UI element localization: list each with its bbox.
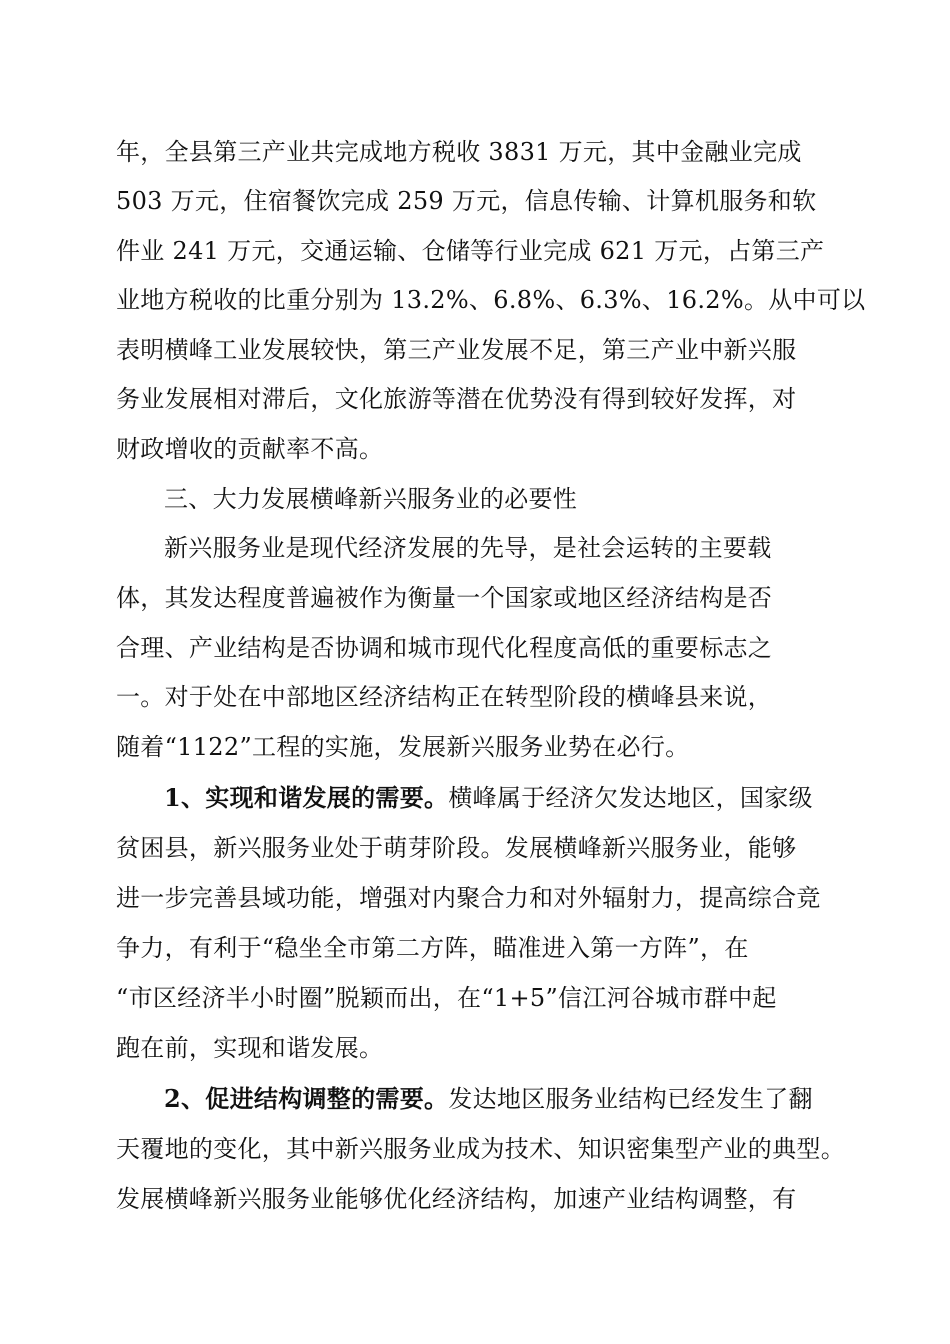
paragraph-2-line-1: 新兴服务业是现代经济发展的先导，是社会运转的主要载	[164, 534, 772, 562]
item-1-line-6: 跑在前，实现和谐发展。	[116, 1034, 384, 1062]
section-heading: 三、大力发展横峰新兴服务业的必要性	[164, 485, 578, 513]
paragraph-1-line-5: 表明横峰工业发展较快，第三产业发展不足，第三产业中新兴服	[116, 336, 797, 364]
item-1-title: 1、实现和谐发展的需要。	[164, 783, 449, 812]
item-2-title: 2、促进结构调整的需要。	[164, 1084, 449, 1113]
item-2-line-3: 发展横峰新兴服务业能够优化经济结构，加速产业结构调整，有	[116, 1185, 797, 1213]
item-1-line-3: 进一步完善县域功能，增强对内聚合力和对外辐射力，提高综合竞	[116, 884, 821, 912]
paragraph-1-line-4: 业地方税收的比重分别为 13.2%、6.8%、6.3%、16.2%。从中可以	[116, 286, 866, 314]
paragraph-2-line-4: 一。对于处在中部地区经济结构正在转型阶段的横峰县来说，	[116, 683, 773, 711]
paragraph-1-line-2: 503 万元，住宿餐饮完成 259 万元，信息传输、计算机服务和软	[116, 187, 817, 215]
item-2-line-1	[164, 1084, 813, 1114]
item-1-line-2: 贫困县，新兴服务业处于萌芽阶段。发展横峰新兴服务业，能够	[116, 834, 797, 862]
item-1-first-line-text: 横峰属于经济欠发达地区，国家级	[448, 784, 813, 812]
paragraph-1-line-7: 财政增收的贡献率不高。	[116, 435, 384, 463]
paragraph-1-line-6: 务业发展相对滞后，文化旅游等潜在优势没有得到较好发挥，对	[116, 385, 797, 413]
item-2-first-line-text: 发达地区服务业结构已经发生了翻	[448, 1085, 813, 1113]
paragraph-2-line-5: 随着“1122”工程的实施，发展新兴服务业势在必行。	[116, 733, 690, 761]
item-1-line-5: “市区经济半小时圈”脱颖而出，在“1+5”信江河谷城市群中起	[116, 984, 777, 1012]
paragraph-2-line-3: 合理、产业结构是否协调和城市现代化程度高低的重要标志之	[116, 634, 773, 662]
item-1-line-4: 争力，有利于“稳坐全市第二方阵，瞄准进入第一方阵”，在	[116, 934, 749, 962]
paragraph-2-line-2: 体，其发达程度普遍被作为衡量一个国家或地区经济结构是否	[116, 584, 773, 612]
paragraph-1-line-3: 件业 241 万元，交通运输、仓储等行业完成 621 万元，占第三产	[116, 237, 825, 265]
item-2-line-2: 天覆地的变化，其中新兴服务业成为技术、知识密集型产业的典型。	[116, 1135, 845, 1163]
item-1-line-1	[164, 783, 813, 813]
paragraph-1-line-1: 年，全县第三产业共完成地方税收 3831 万元，其中金融业完成	[116, 138, 802, 166]
